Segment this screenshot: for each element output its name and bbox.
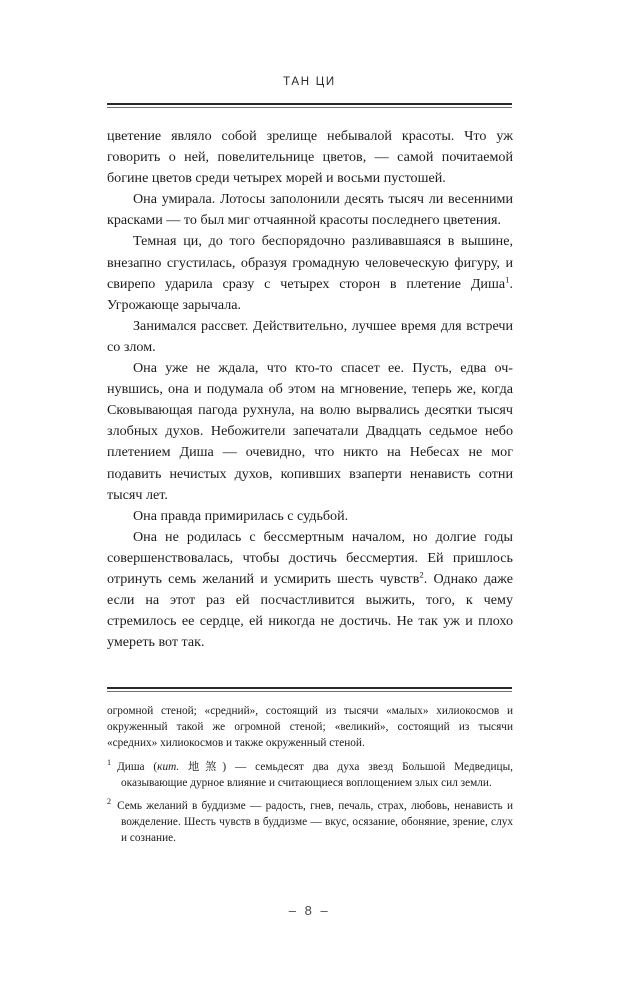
paragraph-with-footnote-ref [107, 231, 513, 315]
footnote-continued: огромной стеной; «средний», состоящий из тысячи «малых» хилиокосмов и окруженный такой же огромной стеной; «великий», состоящий из тысячи «средних» хилиокосмов и также окруженный стеной. [107, 705, 513, 750]
footnote-item-2 [107, 798, 513, 847]
footnote-text-lead: Диша ( [117, 760, 158, 773]
footnotes-block [107, 703, 513, 847]
paragraph: Она уже не ждала, что кто-то спасет ее. Пусть, едва очнувшись, она и подумала об этом на мгновение, теперь же, когда Сковывающая пагода рухнула, на волю вырвались десятки тысяч злобных духов. Небожители запечатали Двадцать седьмое небо плетением Диша — очевидно, что никто на Небесах не мог подавить нечистых духов, копивших взаперти ненависть сотни тысяч лет. [107, 360, 513, 503]
footnote-marker-2[interactable]: 2 [107, 797, 112, 807]
body-text-column [107, 126, 513, 653]
paragraph-with-footnote-ref [107, 527, 513, 654]
footnote-marker-1[interactable]: 1 [107, 757, 112, 767]
header-rule [107, 103, 512, 108]
paragraph: Она умирала. Лотосы заполонили десять тысяч ли весенними красками — то был миг отчаянной красоты последнего цветения. [107, 191, 513, 229]
paragraph-text: Она не родилась с бессмертным началом, но долгие годы совершенствовалась, чтобы достичь бессмертия. Ей пришлось отринуть семь желаний и усмирить шесть чувств [107, 528, 513, 587]
footnote-item-1 [107, 759, 513, 791]
footnote-ref-1[interactable]: 1 [505, 273, 510, 284]
footnote-text: Семь желаний в буддизме — радость, гнев, печаль, страх, любовь, ненависть и вожделение. Шесть чувств в буддизме — вкус, осязание, обоняние, зрение, слух и сознание. [117, 800, 513, 845]
footnote-han-characters: 地煞 [188, 759, 223, 773]
header-rule-thin [107, 107, 512, 108]
paragraph: цветение являло собой зрелище небывалой красоты. Что уж говорить о ней, повелительнице цветов, — самой почитаемой богине цветов среди четырех морей и восьми пустошей. [107, 128, 513, 187]
header-rule-thick [107, 103, 512, 105]
paragraph-text: Темная ци, до того беспорядочно разливавшаяся в вышине, внезапно сгустилась, образуя громадную человеческую фигуру, и свирепо ударила сразу с четырех сторон в плетение Диша [107, 233, 513, 292]
paragraph: Занимался рассвет. Действительно, лучшее время для встречи со злом. [107, 317, 513, 355]
paragraph: Она правда примирилась с судьбой. [133, 507, 349, 524]
page-number: – 8 – [288, 903, 331, 918]
footnote-text-tail: ) — семьдесят два духа звезд Большой Медведицы, оказывающие дурное влияние и считающиеся воплощением злых сил земли. [121, 760, 514, 789]
footnote-separator-rule [107, 687, 512, 692]
running-head: ТАН ЦИ [283, 76, 336, 88]
paragraph-text-tail: . Угрожающе зарычала. [107, 275, 513, 313]
footnote-rule-thin [107, 691, 512, 692]
footnote-language-label: кит. [157, 760, 180, 773]
footnote-ref-2[interactable]: 2 [419, 569, 424, 580]
paragraph-text-tail: . Однако даже если на этот раз ей посчастливится выжить, того, к чему стремилось ее сердце, ей никогда не достичь. Не так уж и плохо умереть вот так. [107, 570, 513, 651]
footnote-space [179, 761, 188, 773]
footnote-rule-thick [107, 687, 512, 689]
